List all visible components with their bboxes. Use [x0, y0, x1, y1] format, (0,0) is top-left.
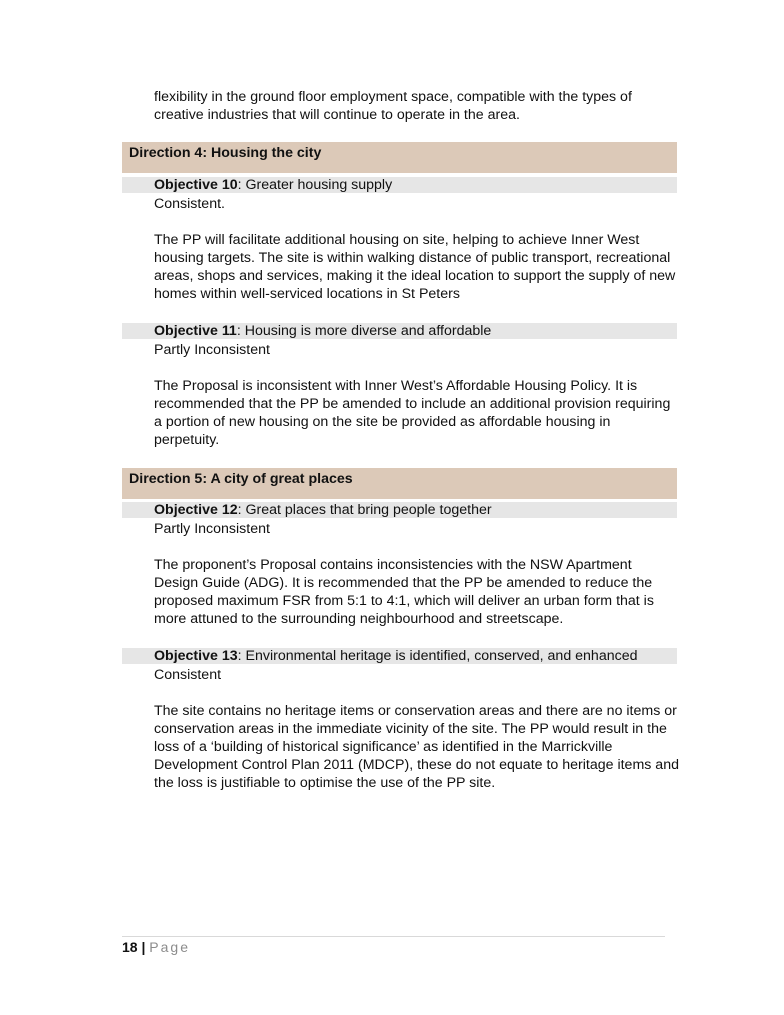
page-footer	[122, 939, 190, 955]
objective-13-heading	[122, 648, 677, 664]
objective-12-body: The proponent’s Proposal contains inconsistencies with the NSW Apartment Design Guide (ADG). It is recommended that the PP be amended to reduce the proposed maximum FSR from 5:1 to 4:1, which will deliver an urban form that is more attuned to the surrounding neighbourhood and streetscape.	[154, 557, 654, 627]
footer-separator: |	[137, 939, 150, 955]
objective-13-body: The site contains no heritage items or conservation areas and there are no items or conservation areas in the immediate vicinity of the site. The PP would result in the loss of a ‘building of historical significance’ as identified in the Marrickville Development Control Plan 2011 (MDCP), these do not equate to heritage items and the loss is justifiable to optimise the use of the PP site.	[154, 703, 679, 791]
objective-label: Objective 12	[154, 502, 238, 518]
objective-11-heading	[122, 323, 677, 339]
direction-5-heading: Direction 5: A city of great places	[122, 468, 677, 499]
direction-4-heading: Direction 4: Housing the city	[122, 142, 677, 173]
objective-11-body: The Proposal is inconsistent with Inner West’s Affordable Housing Policy. It is recommended that the PP be amended to include an additional provision requiring a portion of new housing on the site be provided as affordable housing in perpetuity.	[154, 378, 671, 448]
page-number: 18	[122, 939, 138, 955]
objective-12-heading	[122, 502, 677, 518]
objective-label: Objective 13	[154, 648, 238, 664]
page-label: Page	[149, 939, 190, 955]
objective-description: : Great places that bring people together	[237, 502, 492, 518]
objective-description: : Greater housing supply	[237, 177, 393, 193]
objective-10-heading	[122, 177, 677, 193]
objective-description: : Housing is more diverse and affordable	[236, 323, 492, 339]
footer-divider	[122, 936, 665, 937]
objective-label: Objective 10	[154, 177, 238, 193]
intro-paragraph: flexibility in the ground floor employment space, compatible with the types of creative industries that will continue to operate in the area.	[154, 89, 632, 123]
objective-description: : Environmental heritage is identified, conserved, and enhanced	[237, 648, 638, 664]
objective-10-body: The PP will facilitate additional housing on site, helping to achieve Inner West housing targets. The site is within walking distance of public transport, recreational areas, shops and services, making it the ideal location to support the supply of new homes within well-serviced locations in St Peters	[154, 232, 676, 302]
objective-10-status: Consistent.	[154, 196, 225, 212]
objective-label: Objective 11	[154, 323, 237, 339]
objective-13-status: Consistent	[154, 667, 222, 683]
objective-12-status: Partly Inconsistent	[154, 521, 270, 537]
objective-11-status: Partly Inconsistent	[154, 342, 270, 358]
